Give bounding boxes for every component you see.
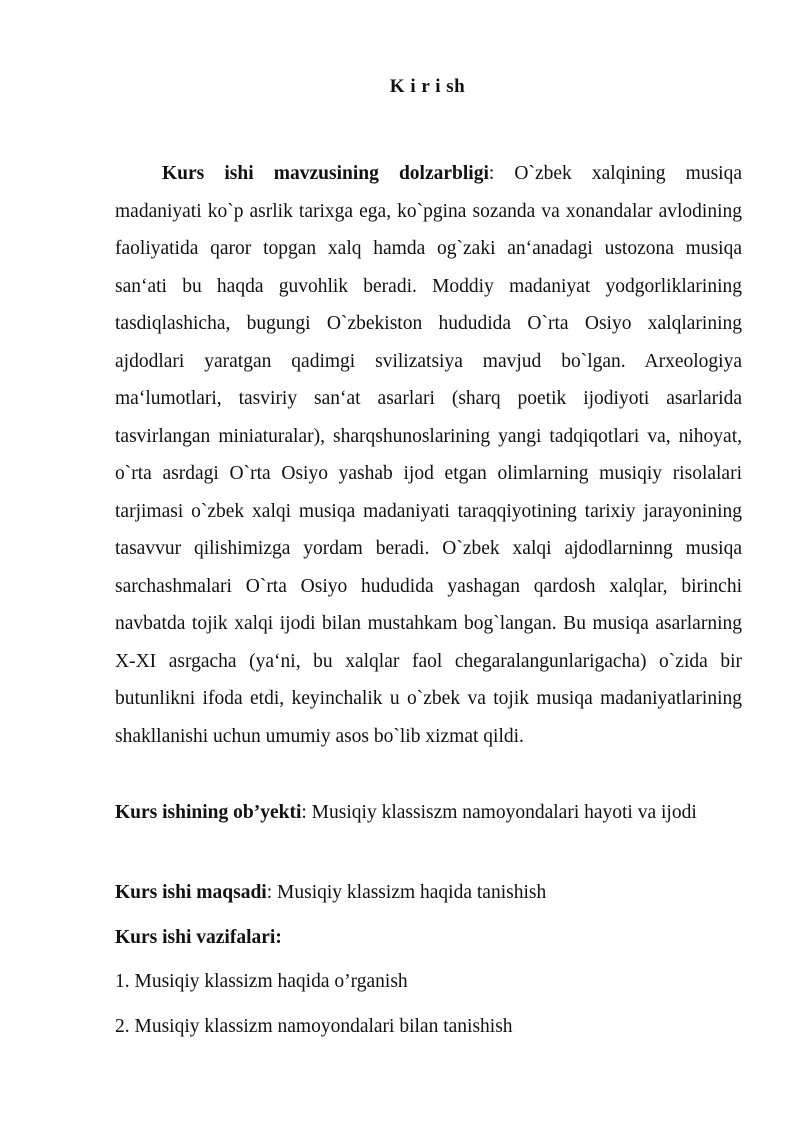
task-item: 1. Musiqiy klassizm haqida o’rganish (115, 971, 408, 992)
goal-paragraph (115, 874, 742, 912)
relevance-text: : O`zbek xalqining musiqa madaniyati ko`p asrlik tarixga ega, ko`pgina sozanda va xonandalar avlodining faoliyatida qaror topgan xalq hamda og`zaki an‘anadagi ustozona musiqa san‘ati bu haqda guvohlik beradi. Moddiy madaniyat yodgorliklarining tasdiqlashicha, bugungi O`zbekiston hududida O`rta Osiyo xalqlarining ajdodlari yaratgan qadimgi svilizatsiya mavjud bo`lgan. Arxeologiya ma‘lumotlari, tasviriy san‘at asarlari (sharq poetik ijodiyoti asarlarida tasvirlangan miniaturalar), sharqshunoslarining yangi tadqiqotlari va, nihoyat, o`rta asrdagi O`rta Osiyo yashab ijod etgan olimlarning musiqiy risolalari tarjimasi o`zbek xalqi musiqa madaniyati taraqqiyotining tarixiy jarayonining tasavvur qilishimizga yordam beradi. O`zbek xalqi ajdodlarninng musiqa sarchashmalari O`rta Osiyo hududida yashagan qardosh xalqlar, birinchi navbatda tojik xalqi ijodi bilan mustahkam bog`langan. Bu musiqa asarlarning X-XI asrgacha (ya‘ni, bu xalqlar faol chegaralangunlarigacha) o`zida bir butunlikni ifoda etdi, keyinchalik u o`zbek va tojik musiqa madaniyatlarining shakllanishi uchun umumiy asos bo`lib xizmat qildi. (115, 163, 742, 747)
object-label: Kurs ishining ob’yekti (115, 802, 302, 823)
relevance-label: Kurs ishi mavzusining dolzarbligi (162, 163, 489, 184)
tasks-heading: Kurs ishi vazifalari: (115, 927, 282, 948)
goal-text: : Musiqiy klassizm haqida tanishish (266, 882, 547, 903)
task-item: 2. Musiqiy klassizm namoyondalari bilan tanishish (115, 1016, 513, 1037)
goal-label: Kurs ishi maqsadi (115, 882, 267, 903)
relevance-paragraph (115, 155, 742, 755)
page-title: K i r i sh (389, 76, 466, 97)
object-text: : Musiqiy klassiszm namoyondalari hayoti va ijodi (301, 802, 697, 823)
object-paragraph (115, 794, 742, 832)
